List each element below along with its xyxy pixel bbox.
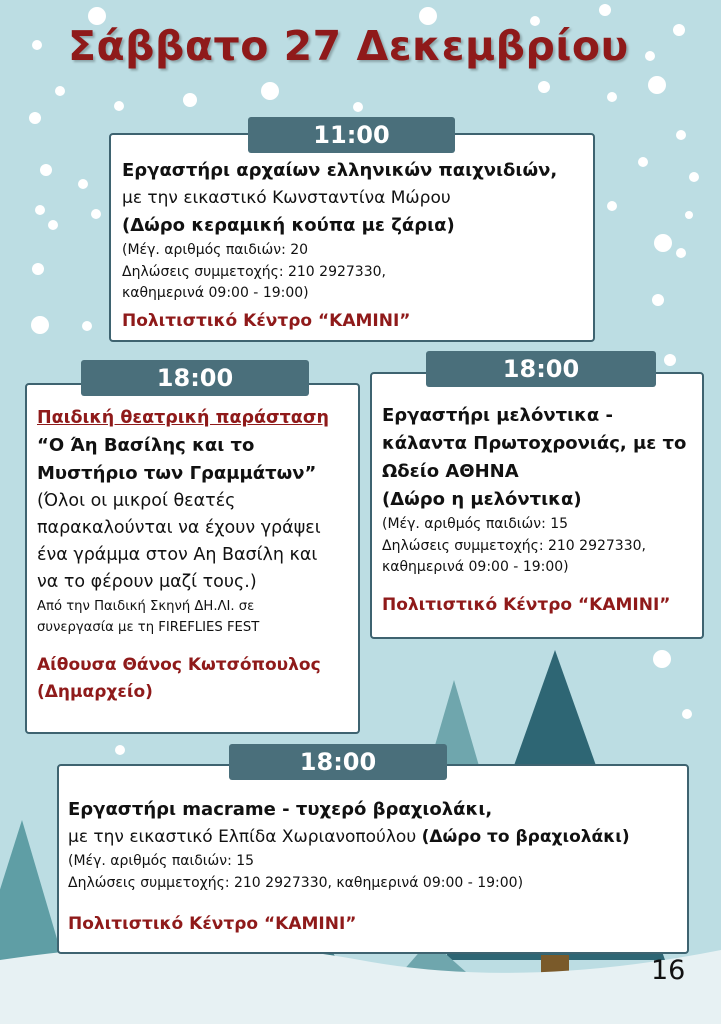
event-2-note-line-1: (Όλοι οι μικροί θεατές [37, 491, 236, 511]
event-3-location: Πολιτιστικό Κέντρο “ΚΑΜΙΝΙ” [382, 594, 671, 615]
event-card-3 [370, 372, 704, 639]
page-title: Σάββατο 27 Δεκεμβρίου [68, 22, 629, 70]
event-4-gift: (Δώρο το βραχιολάκι) [421, 827, 630, 847]
event-2-location-line-2: (Δημαρχείο) [37, 682, 153, 702]
event-2-note-line-3: ένα γράμμα στον Αη Βασίλη και [37, 545, 318, 565]
event-1-time: 11:00 [248, 117, 455, 153]
event-3-title-line-2: κάλαντα Πρωτοχρονιάς, με το [382, 433, 687, 454]
event-1-artist: με την εικαστικό Κωνσταντίνα Μώρου [122, 188, 451, 208]
event-3-gift: (Δώρο η μελόντικα) [382, 489, 582, 510]
event-4-capacity: (Μέγ. αριθμός παιδιών: 15 [68, 853, 255, 869]
event-4-registration: Δηλώσεις συμμετοχής: 210 2927330, καθημερινά 09:00 - 19:00) [68, 874, 524, 891]
event-card-2 [25, 383, 360, 734]
event-2-title-line-2: Μυστήριο των Γραμμάτων” [37, 463, 317, 484]
event-3-title-line-3: Ωδείο ΑΘΗΝΑ [382, 461, 519, 482]
event-4-location: Πολιτιστικό Κέντρο “ΚΑΜΙΝΙ” [68, 914, 357, 934]
event-1-capacity: (Μέγ. αριθμός παιδιών: 20 [122, 242, 309, 258]
event-2-time: 18:00 [81, 360, 309, 396]
page-number: 16 [651, 955, 686, 986]
event-3-title-line-1: Εργαστήρι μελόντικα - [382, 405, 613, 426]
event-2-note-line-4: να το φέρουν μαζί τους.) [37, 572, 257, 592]
event-2-location-line-1: Αίθουσα Θάνος Κωτσόπουλος [37, 655, 321, 675]
event-2-note-line-2: παρακαλούνται να έχουν γράψει [37, 518, 321, 538]
event-3-time: 18:00 [426, 351, 656, 387]
event-2-category: Παιδική θεατρική παράσταση [37, 408, 329, 428]
event-3-hours: καθημερινά 09:00 - 19:00) [382, 559, 569, 575]
event-1-gift: (Δώρο κεραμική κούπα με ζάρια) [122, 215, 455, 236]
event-3-registration: Δηλώσεις συμμετοχής: 210 2927330, [382, 537, 646, 554]
event-card-4 [57, 764, 689, 954]
event-1-registration: Δηλώσεις συμμετοχής: 210 2927330, [122, 263, 386, 280]
event-3-capacity: (Μέγ. αριθμός παιδιών: 15 [382, 516, 569, 532]
event-2-organizer-line-1: Από την Παιδική Σκηνή ΔΗ.ΛΙ. σε [37, 599, 255, 614]
event-2-title-line-1: “Ο Άη Βασίλης και το [37, 435, 255, 456]
event-1-location: Πολιτιστικό Κέντρο “ΚΑΜΙΝΙ” [122, 310, 411, 331]
event-4-title: Εργαστήρι macrame - τυχερό βραχιολάκι, [68, 799, 493, 820]
event-4-time: 18:00 [229, 744, 447, 780]
event-1-title: Εργαστήρι αρχαίων ελληνικών παιχνιδιών, [122, 160, 558, 181]
event-2-organizer-line-2: συνεργασία με τη FIREFLIES FEST [37, 620, 260, 635]
event-1-hours: καθημερινά 09:00 - 19:00) [122, 285, 309, 301]
event-card-1 [109, 133, 595, 342]
event-4-artist: με την εικαστικό Ελπίδα Χωριανοπούλου [68, 827, 422, 847]
